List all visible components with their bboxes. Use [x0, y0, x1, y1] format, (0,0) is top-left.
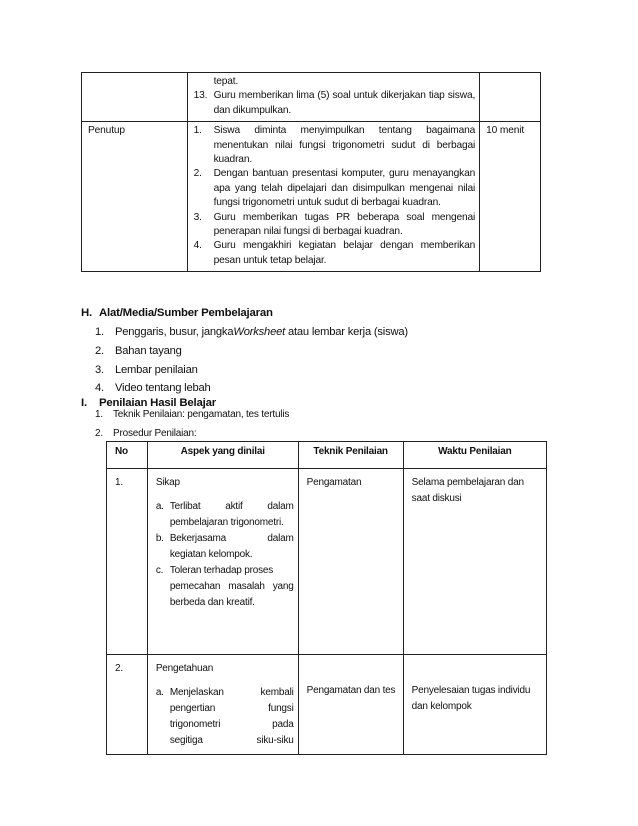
list-item — [95, 409, 289, 420]
item-text-italic: Worksheet — [233, 326, 286, 338]
item-text: Menjelaskan kembali — [169, 687, 294, 698]
item-text: pengertian fungsi — [169, 703, 294, 714]
item-text: Penggaris, busur, jangka — [115, 326, 234, 338]
item-number: 1. — [95, 326, 104, 338]
row-number: 1. — [107, 469, 148, 655]
section-title: Alat/Media/Sumber Pembelajaran — [99, 307, 273, 319]
list-item — [95, 326, 408, 338]
time-cell: Selama pembelajaran dan saat diskusi — [403, 469, 546, 655]
list-item — [194, 239, 476, 268]
list-item — [156, 531, 294, 563]
list-item — [95, 428, 196, 439]
continued-text: tepat. — [213, 76, 239, 87]
list-item — [194, 124, 476, 167]
table-header-row — [107, 442, 547, 469]
table-row — [82, 73, 541, 122]
item-text: pembelajaran trigonometri. — [169, 517, 284, 528]
item-text: Video tentang lebah — [115, 382, 211, 394]
section-h-heading — [81, 307, 273, 319]
stage-cell — [82, 73, 188, 122]
list-item — [156, 499, 294, 531]
item-number: 3. — [193, 211, 202, 223]
technique-cell: Pengamatan dan tes — [298, 655, 403, 755]
list-item — [156, 685, 294, 749]
time-cell — [480, 73, 541, 122]
column-header-aspect: Aspek yang dinilai — [147, 442, 298, 469]
item-text: Dengan bantuan presentasi komputer, guru menayangkan apa yang telah dipelajari dan disimpulkan mengenai nilai fungsi trigonometri untuk sudut di berbagai kuadran. — [213, 168, 476, 209]
item-letter: b. — [155, 533, 164, 544]
activities-table — [81, 72, 541, 272]
table-row — [82, 122, 541, 272]
item-text: Lembar penilaian — [115, 364, 198, 376]
column-header-no: No — [107, 442, 148, 469]
item-number: 13. — [193, 90, 208, 102]
column-header-technique: Teknik Penilaian — [298, 442, 403, 469]
section-letter: H. — [81, 307, 92, 319]
aspect-cell — [147, 655, 298, 755]
list-item — [194, 167, 476, 210]
section-title: Penilaian Hasil Belajar — [99, 397, 216, 409]
aspect-cell — [147, 469, 298, 655]
item-text: Guru mengakhiri kegiatan belajar dengan memberikan pesan untuk tetap belajar. — [213, 240, 476, 266]
item-number: 1. — [95, 409, 103, 420]
item-text: kegiatan kelompok. — [169, 549, 253, 560]
time-cell: 10 menit — [480, 122, 541, 272]
column-header-time: Waktu Penilaian — [403, 442, 546, 469]
item-number: 2. — [95, 345, 104, 357]
item-text: Guru memberikan lima (5) soal untuk dikerjakan tiap siswa, dan dikumpulkan. — [213, 90, 476, 116]
section-i-heading — [81, 397, 216, 409]
item-text: Terlibat aktif dalam — [169, 501, 294, 512]
list-item — [95, 364, 198, 376]
item-text: pemecahan masalah yang berbeda dan kreatif. — [169, 581, 294, 608]
list-item — [194, 89, 476, 118]
activities-cell — [187, 122, 480, 272]
item-text: Teknik Penilaian: pengamatan, tes tertulis — [113, 409, 290, 420]
item-number: 2. — [95, 428, 103, 439]
aspect-title: Sikap — [155, 477, 180, 488]
assessment-table — [106, 441, 547, 755]
item-text: trigonometri pada — [169, 719, 294, 730]
item-text: Siswa diminta menyimpulkan tentang bagaimana menentukan nilai fungsi trigonometri sudut di berbagai kuadran. — [213, 125, 476, 166]
table-row — [107, 469, 547, 655]
item-text: Bekerjasama dalam — [169, 533, 294, 544]
item-text: Prosedur Penilaian: — [113, 428, 197, 439]
table-row — [107, 655, 547, 755]
item-text: atau lembar kerja (siswa) — [285, 326, 408, 338]
row-number: 2. — [107, 655, 148, 755]
technique-cell: Pengamatan — [298, 469, 403, 655]
item-text: Toleran terhadap proses — [169, 565, 274, 576]
time-cell: Penyelesaian tugas individu dan kelompok — [403, 655, 546, 755]
item-text: Bahan tayang — [115, 345, 182, 357]
item-number: 4. — [95, 382, 104, 394]
item-number: 1. — [193, 125, 202, 137]
item-number: 4. — [193, 240, 202, 252]
list-item — [156, 563, 294, 611]
activities-cell — [187, 73, 480, 122]
list-item — [194, 211, 476, 240]
list-item — [95, 382, 211, 394]
item-text: segitiga siku-siku — [169, 735, 294, 746]
item-letter: c. — [155, 565, 164, 576]
item-text: Guru memberikan tugas PR beberapa soal mengenai penerapan nilai fungsi di berbagai kuadran. — [213, 211, 476, 238]
item-number: 2. — [193, 168, 202, 180]
list-item — [95, 345, 182, 357]
stage-cell: Penutup — [82, 122, 188, 272]
item-letter: a. — [155, 687, 164, 698]
item-letter: a. — [155, 501, 164, 512]
item-number: 3. — [95, 364, 104, 376]
section-letter: I. — [81, 397, 87, 409]
aspect-title: Pengetahuan — [155, 663, 214, 674]
